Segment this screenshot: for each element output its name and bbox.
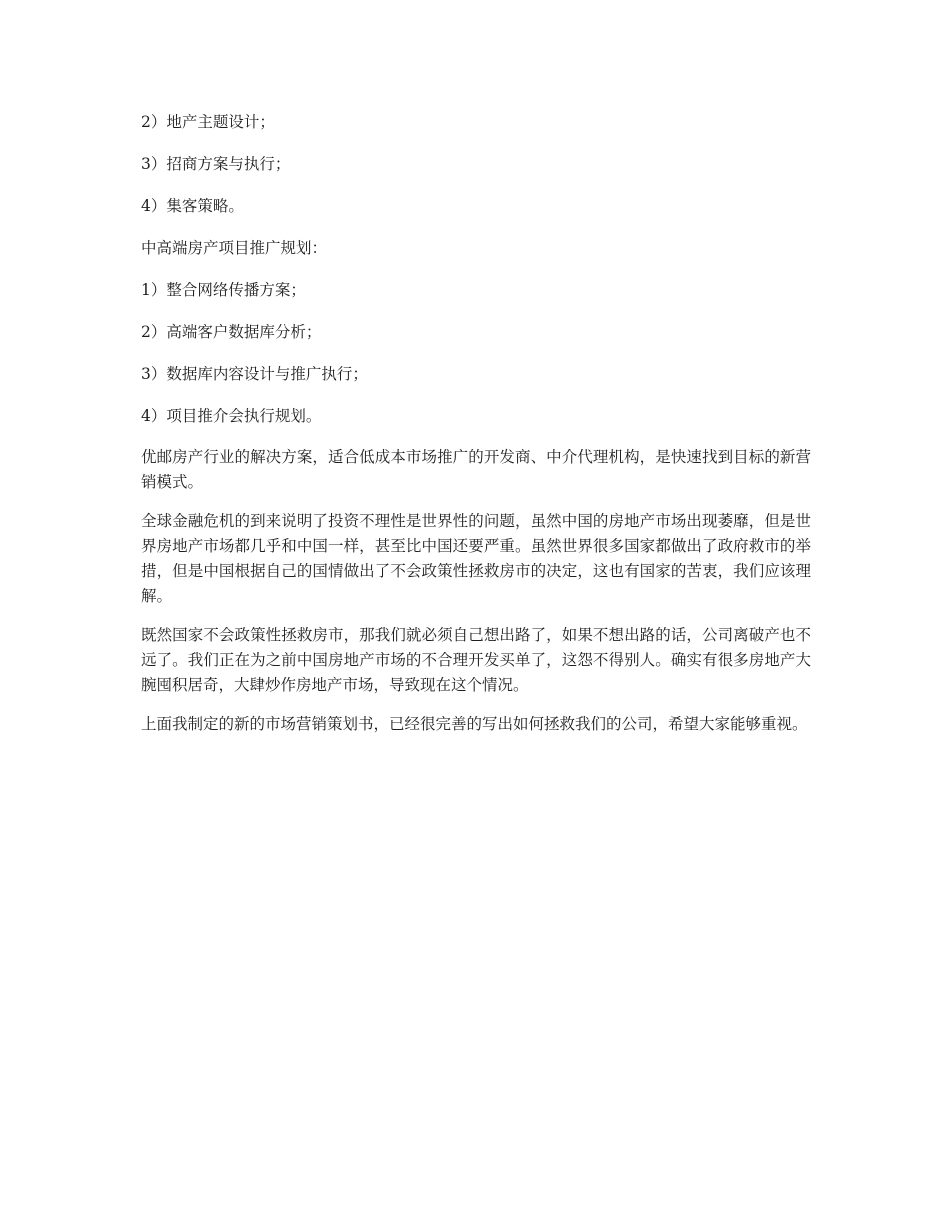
- paragraph: 既然国家不会政策性拯救房市，那我们就必须自己想出路了，如果不想出路的话，公司离破产也不远了。我们正在为之前中国房地产市场的不合理开发买单了，这怨不得别人。确实有很多房地产大腕囤积居奇，大肆炒作房地产市场，导致现在这个情况。: [141, 626, 811, 694]
- list-item: 4）项目推介会执行规划。: [141, 407, 322, 425]
- paragraph: 全球金融危机的到来说明了投资不理性是世界性的问题，虽然中国的房地产市场出现萎靡，但是世界房地产市场都几乎和中国一样，甚至比中国还要严重。虽然世界很多国家都做出了政府救市的举措，但是中国根据自己的国情做出了不会政策性拯救房市的决定，这也有国家的苦衷，我们应该理解。: [141, 512, 811, 605]
- list-item: 2）地产主题设计；: [141, 113, 275, 131]
- document-body: [141, 109, 811, 751]
- list-item: 2）高端客户数据库分析；: [141, 323, 322, 341]
- paragraph: 优邮房产行业的解决方案，适合低成本市场推广的开发商、中介代理机构，是快速找到目标的新营销模式。: [141, 448, 811, 491]
- list-item: 3）数据库内容设计与推广执行；: [141, 365, 368, 383]
- list-item: 4）集客策略。: [141, 197, 244, 215]
- list-item: 3）招商方案与执行；: [141, 155, 291, 173]
- section-heading: 中高端房产项目推广规划：: [141, 239, 328, 257]
- paragraph: 上面我制定的新的市场营销策划书，已经很完善的写出如何拯救我们的公司，希望大家能够重视。: [141, 715, 808, 733]
- list-item: 1）整合网络传播方案；: [141, 281, 306, 299]
